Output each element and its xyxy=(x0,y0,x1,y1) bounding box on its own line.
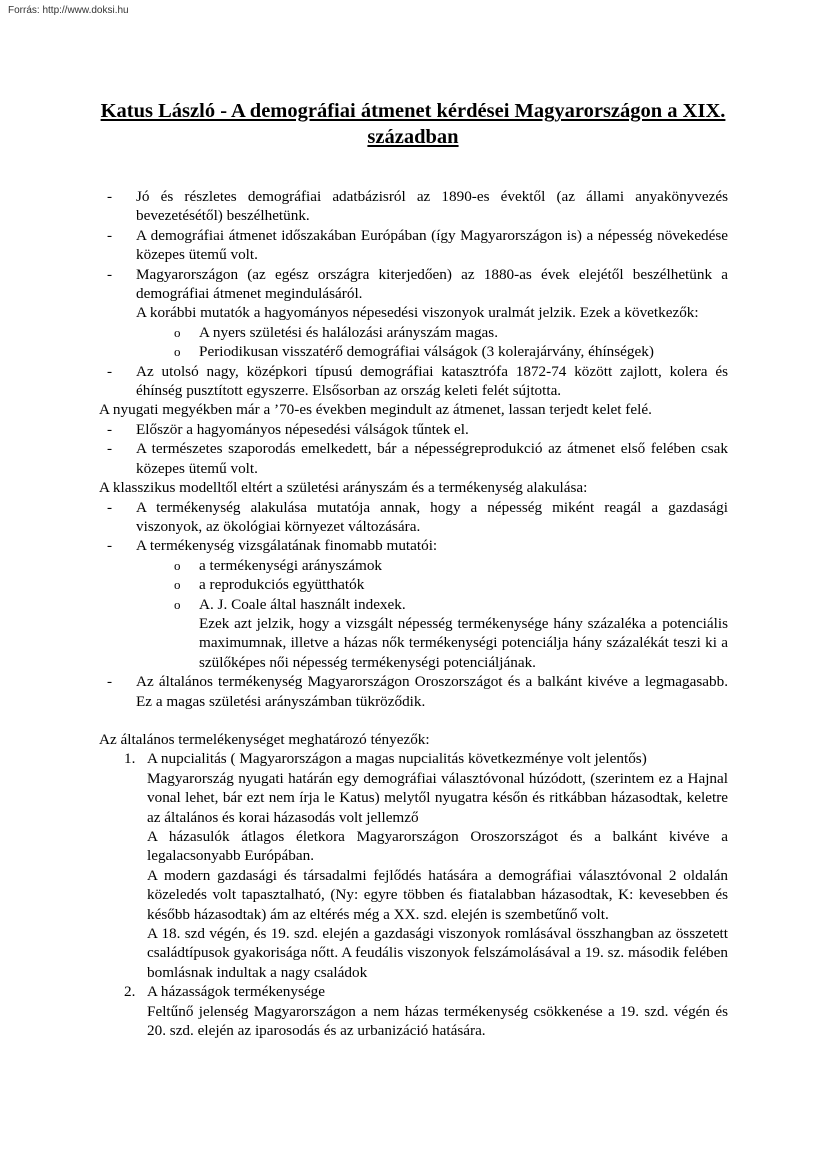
text: a termékenységi arányszámok xyxy=(199,556,383,574)
numbered-continuation xyxy=(99,827,728,866)
bullet-marker: - xyxy=(107,537,113,555)
text: A nupcialitás ( Magyarországon a magas nupcialitás következménye volt jelentős) xyxy=(147,750,647,768)
text: A klasszikus modelltől eltért a születési arányszám és a termékenység alakulása: xyxy=(99,479,588,497)
text: A termékenység vizsgálatának finomabb mutatói: xyxy=(136,537,438,555)
paragraph xyxy=(99,478,728,497)
text: A házasságok termékenysége xyxy=(147,983,325,1001)
text: Periodikusan visszatérő demográfiai válságok (3 kolerajárvány, éhínségek) xyxy=(199,343,654,361)
text: Ezek azt jelzik, hogy a vizsgált népesség termékenysége hány százaléka a potenciális maximumnak, illetve a házas nők termékenységi potenciálja hány százalékát teszi ki a szülőképes női népesség termékenységi potenciáljának. xyxy=(199,614,728,671)
bullet-marker: o xyxy=(174,557,181,573)
text: A 18. szd végén, és 19. szd. elején a gazdasági viszonyok romlásával összhangban az összetett családtípusok gyakorisága nőtt. A feudális viszonyok felszámolásával a 19. sz. második felében bomlásnak indultak a nagy családok xyxy=(147,925,728,981)
text: a reprodukciós együtthatók xyxy=(199,576,365,594)
text: A házasulók átlagos életkora Magyarországon Oroszországot és a balkánt kivéve a legalacsonyabb Európában. xyxy=(147,828,728,865)
bullet-item xyxy=(99,362,728,401)
spacer xyxy=(99,711,728,730)
bullet-marker: o xyxy=(174,577,181,593)
bullet-item xyxy=(99,420,728,439)
bullet-item xyxy=(99,536,728,555)
numbered-item xyxy=(99,982,728,1001)
bullet-marker: - xyxy=(107,420,113,438)
text: A modern gazdasági és társadalmi fejlődés hatására a demográfiai választóvonal 2 oldalán közeledés volt tapasztalható, (Ny: egyre többen és fiatalabban házasodtak, K: kevesebben és később házasodtak) ám az eltérés még a XX. szd. elején is szembetűnő volt. xyxy=(147,866,728,923)
bullet-item xyxy=(99,187,728,226)
numbered-item xyxy=(99,749,728,768)
text: Jó és részletes demográfiai adatbázisról az 1890-es évektől (az állami anyakönyvezés bevezetésétől) beszélhetünk. xyxy=(136,188,728,225)
bullet-marker: - xyxy=(107,265,113,283)
sub-bullet-continuation xyxy=(99,614,728,672)
numbered-continuation xyxy=(99,1002,728,1041)
text: Az általános termelékenységet meghatározó tényezők: xyxy=(99,730,430,748)
text: A. J. Coale által használt indexek. xyxy=(199,595,406,613)
numbered-continuation xyxy=(99,866,728,924)
bullet-marker: o xyxy=(174,324,181,340)
text: Először a hagyományos népesedési válságok tűntek el. xyxy=(136,420,469,438)
text: A nyers születési és halálozási arányszám magas. xyxy=(199,323,499,341)
paragraph xyxy=(99,730,728,749)
numbered-continuation xyxy=(99,924,728,982)
bullet-item xyxy=(99,498,728,537)
numbered-continuation xyxy=(99,769,728,827)
item-number: 2. xyxy=(124,983,136,1001)
document-body xyxy=(99,187,728,1040)
paragraph xyxy=(99,400,728,419)
bullet-item xyxy=(99,265,728,304)
sub-bullet-item xyxy=(99,575,728,594)
text: Az általános termékenység Magyarországon Oroszországot és a balkánt kivéve a legmagasabb. Ez a magas születési arányszámban tükröződik. xyxy=(136,673,728,710)
bullet-marker: - xyxy=(107,673,113,691)
text: Az utolsó nagy, középkori típusú demográfiai katasztrófa 1872-74 között zajlott, kolera és éhínség pusztított egyszerre. Elsősorban az ország keleti felét sújtotta. xyxy=(136,362,728,400)
text: Feltűnő jelenség Magyarországon a nem házas termékenység csökkenése a 19. szd. végén és 20. szd. elején az iparosodás és az urbanizáció hatására. xyxy=(147,1002,728,1040)
text: A demográfiai átmenet időszakában Európában (így Magyarországon is) a népesség növekedése közepes ütemű volt. xyxy=(136,226,728,264)
text: A termékenység alakulása mutatója annak, hogy a népesség miként reagál a gazdasági viszonyok, az ökológiai környezet változására. xyxy=(136,498,728,535)
text: Magyarországon (az egész országra kiterjedően) az 1880-as évek elejétől beszélhetünk a demográfiai átmenet megindulásáról. xyxy=(136,265,728,303)
sub-bullet-item xyxy=(99,595,728,614)
text: A korábbi mutatók a hagyományos népesedési viszonyok uralmát jelzik. Ezek a következők: xyxy=(136,304,699,322)
bullet-continuation xyxy=(99,303,728,322)
bullet-marker: - xyxy=(107,498,113,516)
text: A természetes szaporodás emelkedett, bár a népességreprodukció az átmenet első felében csak közepes ütemű volt. xyxy=(136,440,728,477)
sub-bullet-item xyxy=(99,342,728,361)
bullet-item xyxy=(99,226,728,265)
bullet-marker: o xyxy=(174,344,181,360)
bullet-marker: o xyxy=(174,596,181,612)
bullet-marker: - xyxy=(107,226,113,244)
text: A nyugati megyékben már a ’70-es években megindult az átmenet, lassan terjedt kelet felé. xyxy=(99,401,652,419)
text: Magyarország nyugati határán egy demográfiai választóvonal húzódott, (szerintem ez a Hajnal vonal lehet, bár ezt nem írja le Katus) melytől nyugatra későn és ritkábban házasodtak, keletre az általános és korai házasodás volt jellemző xyxy=(147,769,728,826)
bullet-marker: - xyxy=(107,440,113,458)
bullet-item xyxy=(99,672,728,711)
item-number: 1. xyxy=(124,750,136,768)
bullet-marker: - xyxy=(107,188,113,205)
bullet-item xyxy=(99,439,728,478)
document-title: Katus László - A demográfiai átmenet kérdései Magyarországon a XIX. században xyxy=(100,100,726,148)
source-note: Forrás: http://www.doksi.hu xyxy=(8,5,129,16)
bullet-marker: - xyxy=(107,362,113,380)
sub-bullet-item xyxy=(99,323,728,342)
sub-bullet-item xyxy=(99,556,728,575)
